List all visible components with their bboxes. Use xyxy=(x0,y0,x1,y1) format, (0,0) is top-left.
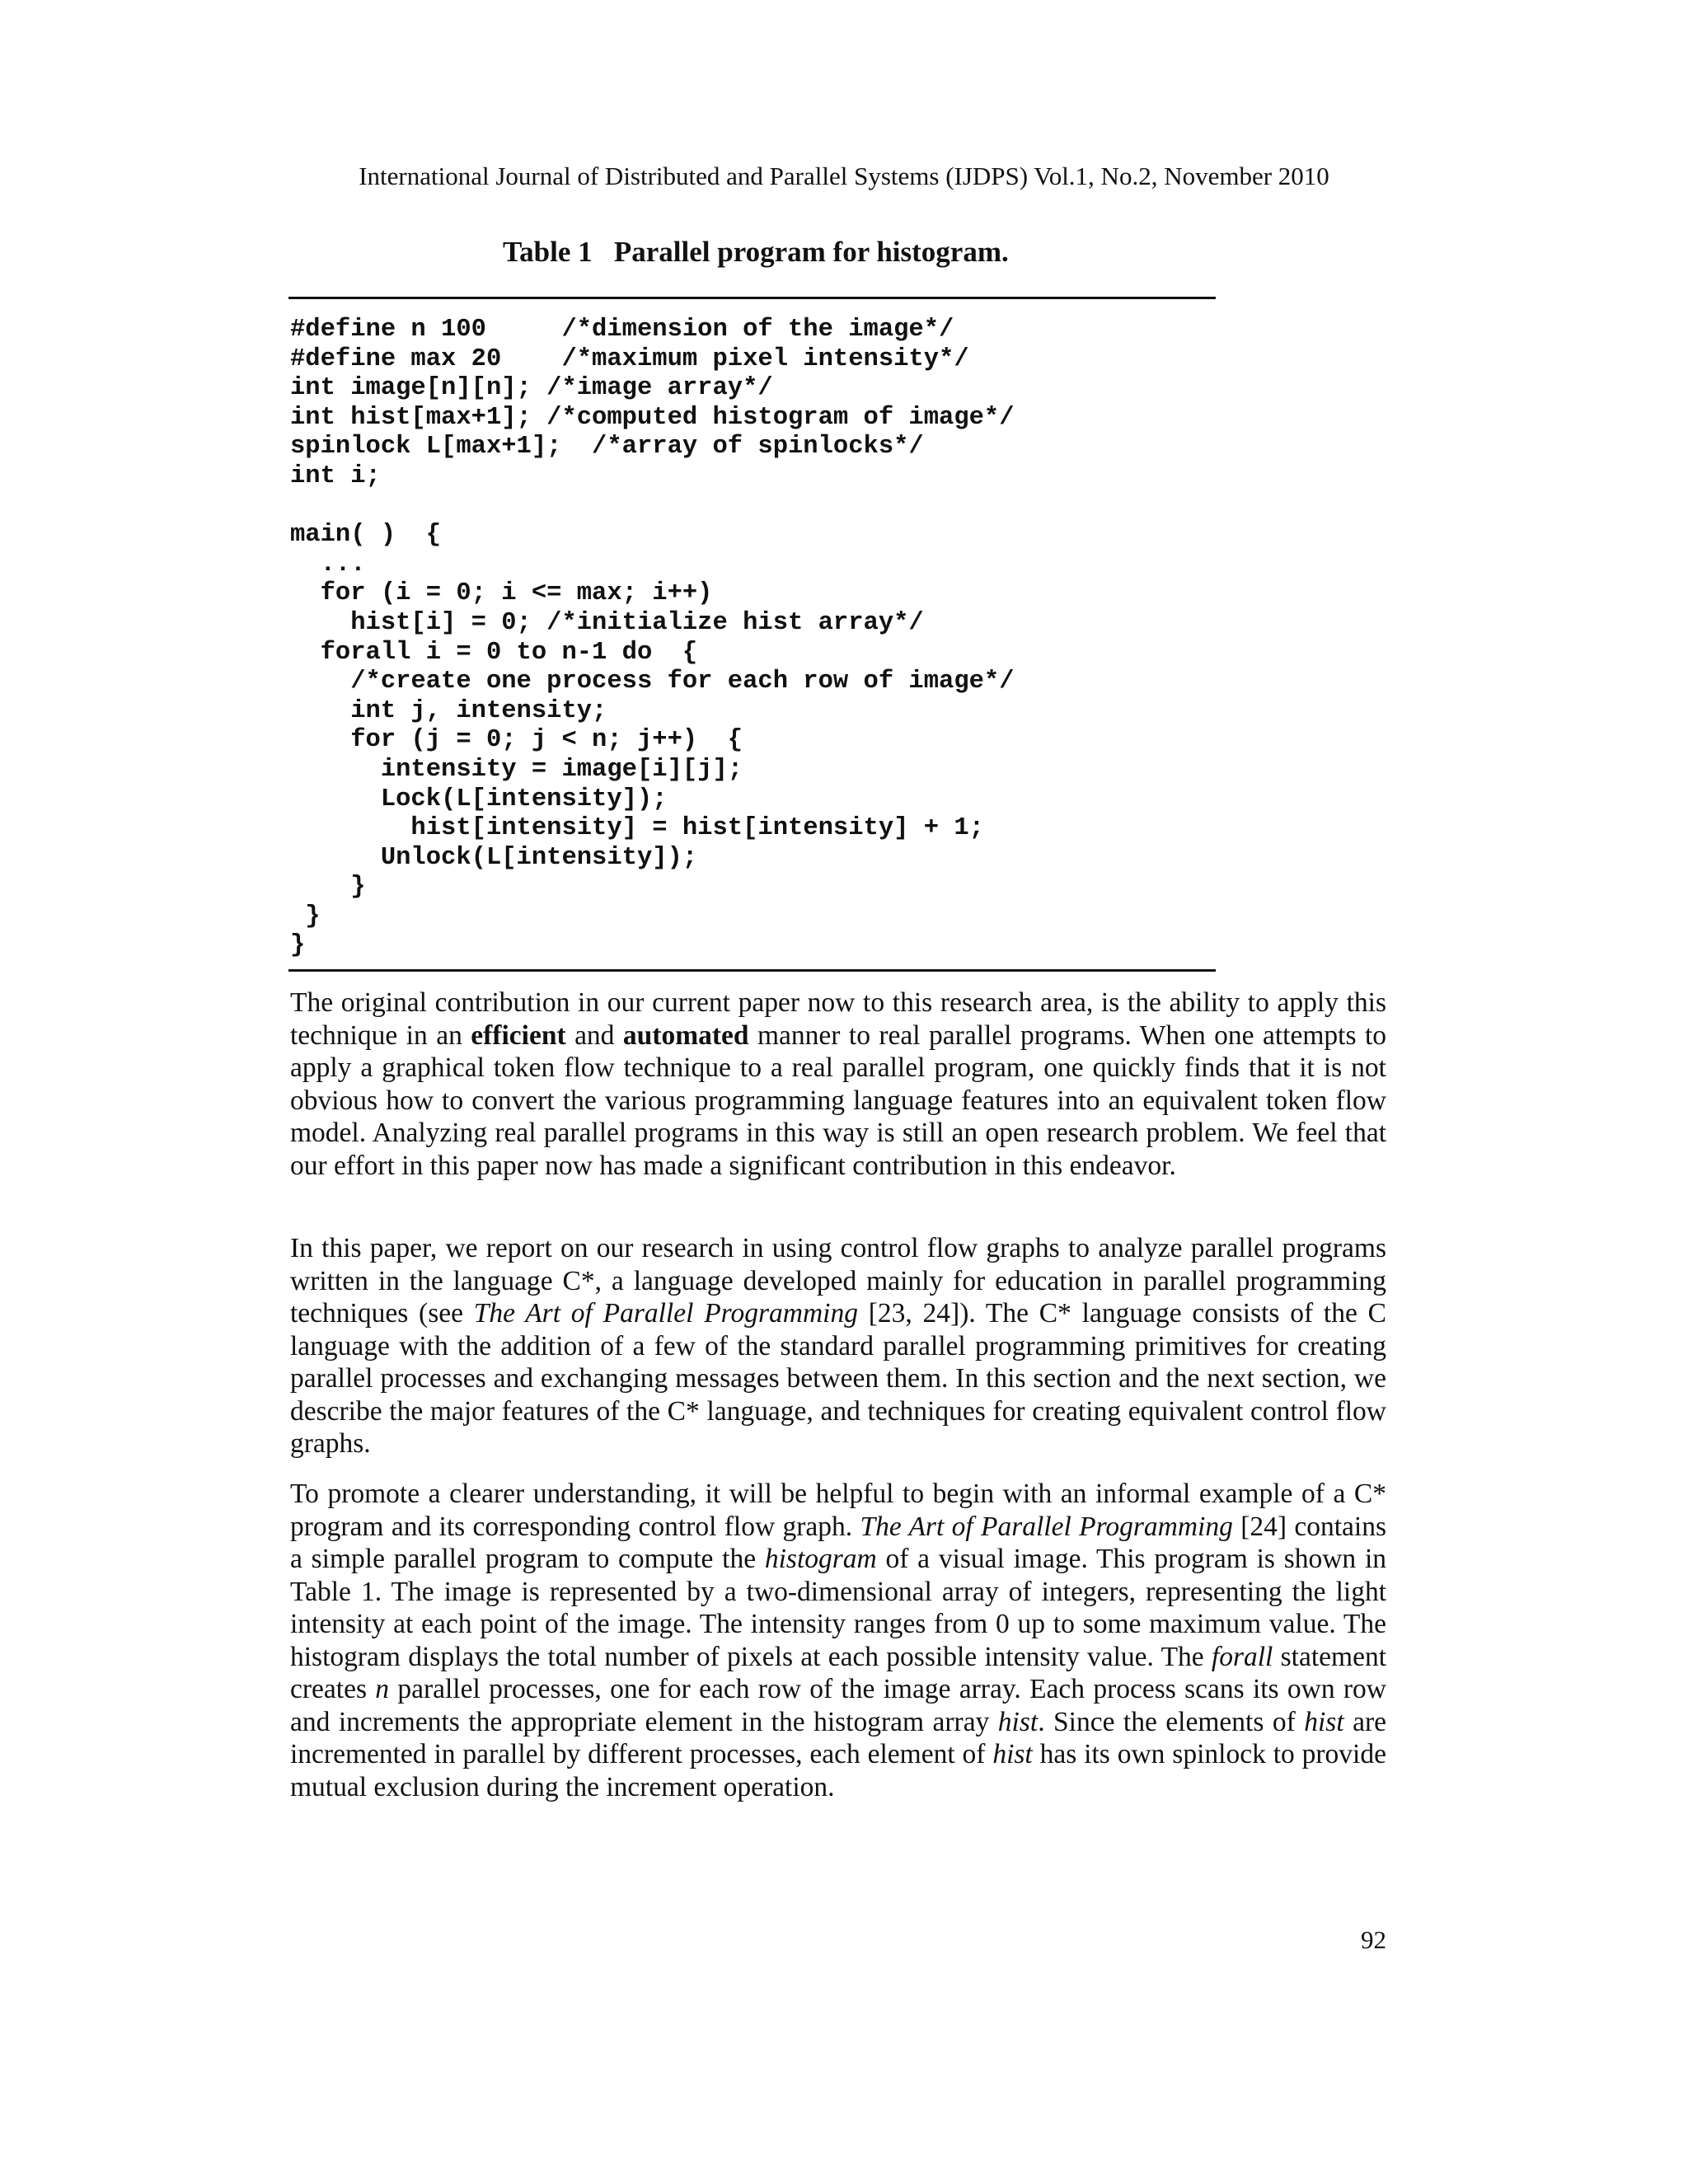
journal-header: International Journal of Distributed and Parallel Systems (IJDPS) Vol.1, No.2, November 2010 xyxy=(359,162,1329,190)
text-run: [23, 24]). The C* language consists of the C language with the addition of a few of the standard parallel programming primitives for creating parallel processes and exchanging messages between them. In this section and the next section, we describe the major features of the C* language, and techniques for creating equivalent control flow graphs. xyxy=(290,1298,1386,1459)
code-line: Unlock(L[intensity]); xyxy=(290,843,698,872)
italic-term: hist xyxy=(997,1706,1039,1737)
text-run: statement creates xyxy=(290,1641,1386,1704)
text-run: has its own spinlock to provide mutual exclusion during the increment operation. xyxy=(290,1739,1386,1802)
text-run: manner to real parallel programs. When one attempts to apply a graphical token flow technique to a real parallel program, one quickly finds that it is not obvious how to convert the various programming language features into an equivalent token flow model. Analyzing real parallel programs in this way is still an open research problem. We feel that our effort in this paper now has made a significant contribution in this endeavor. xyxy=(290,1019,1387,1181)
table-top-rule xyxy=(288,297,1216,299)
code-line: } xyxy=(290,931,306,960)
code-line: forall i = 0 to n-1 do { xyxy=(290,638,698,667)
code-line: #define n 100 /*dimension of the image*/ xyxy=(290,316,954,344)
paragraph-research-report xyxy=(290,1232,1386,1460)
code-line: for (j = 0; j < n; j++) { xyxy=(290,726,743,755)
italic-term: n xyxy=(375,1674,390,1704)
italic-term: The Art of Parallel Programming xyxy=(860,1511,1233,1542)
italic-term: hist xyxy=(1304,1706,1344,1737)
italic-term: forall xyxy=(1211,1641,1273,1672)
code-line: hist[i] = 0; /*initialize hist array*/ xyxy=(290,608,924,637)
bold-term: automated xyxy=(622,1019,749,1051)
text-run: and xyxy=(565,1019,623,1051)
table-bottom-rule xyxy=(288,969,1216,972)
code-line: } xyxy=(290,902,321,930)
code-line xyxy=(290,492,1015,522)
text-run: . Since the elements of xyxy=(1038,1706,1305,1737)
code-line: /*create one process for each row of image*/ xyxy=(290,668,1015,696)
italic-term: The Art of Parallel Programming xyxy=(473,1298,858,1329)
code-line: int j, intensity; xyxy=(290,696,607,725)
table-caption: Table 1 Parallel program for histogram. xyxy=(503,236,1009,268)
bold-term: efficient xyxy=(471,1019,566,1051)
code-line: int hist[max+1]; /*computed histogram of image*/ xyxy=(290,403,1015,432)
code-line: } xyxy=(290,873,366,902)
text-run: of a visual image. This program is shown in Table 1. The image is represented by a two-dimensional array of integers, representing the light intensity at each point of the image. The intensity ranges from 0 up to some maximum value. The histogram displays the total number of pixels at each possible intensity value. The xyxy=(290,1544,1386,1672)
code-line: int image[n][n]; /*image array*/ xyxy=(290,374,773,403)
italic-term: histogram xyxy=(764,1544,877,1574)
code-listing xyxy=(290,316,1015,961)
code-line: ... xyxy=(290,550,366,579)
text-run: To promote a clearer understanding, it will be helpful to begin with an informal example of a C* program and its corresponding control flow graph. xyxy=(290,1479,1386,1542)
code-line: for (i = 0; i <= max; i++) xyxy=(290,579,713,608)
page-number: 92 xyxy=(1361,1925,1386,1954)
italic-term: hist xyxy=(992,1739,1033,1769)
code-line: int i; xyxy=(290,462,381,490)
text-run: are incremented in parallel by different processes, each element of xyxy=(290,1706,1386,1769)
code-line: main( ) { xyxy=(290,521,442,550)
paragraph-histogram-example xyxy=(290,1478,1386,1803)
text-run: [24] contains a simple parallel program to compute the xyxy=(290,1511,1386,1574)
code-line: hist[intensity] = hist[intensity] + 1; xyxy=(290,814,984,843)
code-line: #define max 20 /*maximum pixel intensity*/ xyxy=(290,344,969,373)
text-run: In this paper, we report on our research in using control flow graphs to analyze parallel programs written in the language C*, a language developed mainly for education in parallel programming techniques (see xyxy=(290,1233,1386,1329)
text-run: parallel processes, one for each row of the image array. Each process scans its own row and increments the appropriate element in the histogram array xyxy=(290,1674,1386,1737)
text-run: The original contribution in our current paper now to this research area, is the ability to apply this technique in an xyxy=(290,987,1386,1051)
code-line: intensity = image[i][j]; xyxy=(290,755,743,784)
code-line: spinlock L[max+1]; /*array of spinlocks*/ xyxy=(290,433,924,462)
paragraph-contribution xyxy=(290,987,1386,1182)
code-line: Lock(L[intensity]); xyxy=(290,785,668,813)
